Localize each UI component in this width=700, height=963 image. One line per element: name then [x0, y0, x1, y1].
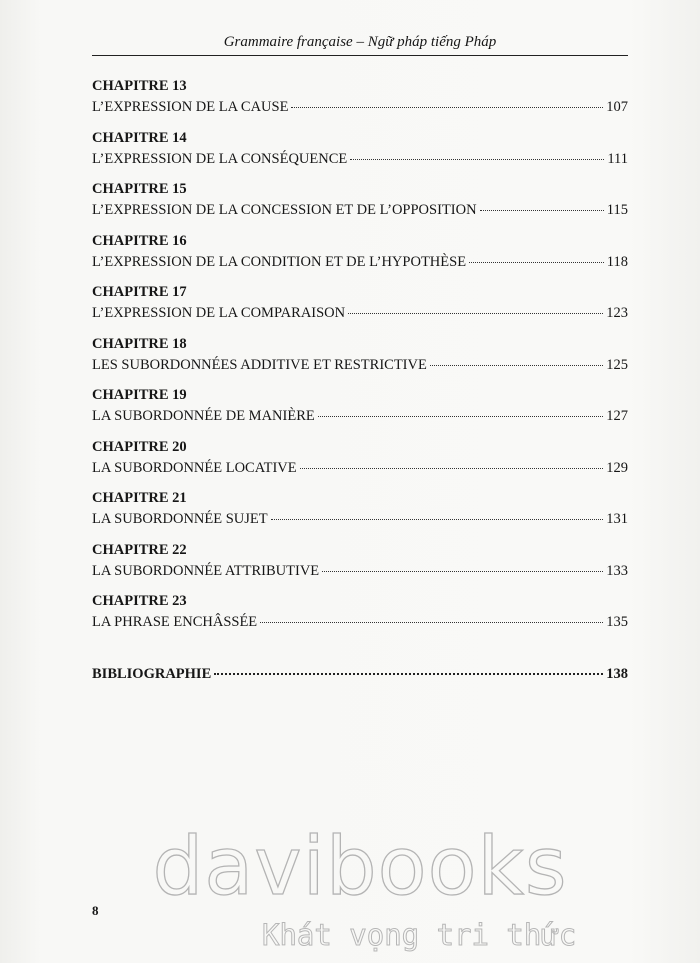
chapter-page-number: 131 — [606, 511, 628, 527]
chapter-label: CHAPITRE 15 — [92, 181, 187, 197]
dot-leader — [291, 107, 603, 108]
toc-chapter — [92, 592, 628, 644]
header-rule — [92, 55, 628, 56]
toc-entry[interactable] — [92, 98, 628, 116]
toc-entry[interactable] — [92, 459, 628, 477]
chapter-page-number: 133 — [606, 562, 628, 579]
chapter-title: L’EXPRESSION DE LA COMPARAISON — [92, 305, 346, 321]
toc-entry[interactable] — [92, 562, 628, 580]
chapter-page-number: 129 — [606, 459, 628, 476]
chapter-label: CHAPITRE 19 — [92, 387, 187, 403]
chapter-title: L’EXPRESSION DE LA CONCESSION ET DE L’OPPOSITION — [92, 202, 477, 218]
chapter-page-number: 127 — [606, 408, 628, 424]
toc-chapter — [92, 77, 628, 129]
bibliography-title: BIBLIOGRAPHIE — [92, 665, 212, 682]
running-header: Grammaire française – Ngữ pháp tiếng Pháp — [223, 34, 497, 50]
chapter-page-number: 115 — [606, 202, 628, 218]
chapter-label: CHAPITRE 23 — [92, 593, 187, 609]
chapter-title: L’EXPRESSION DE LA CONDITION ET DE L’HYPOTHÈSE — [92, 253, 467, 270]
bibliography-entry[interactable] — [92, 665, 628, 683]
page-number: 8 — [92, 903, 99, 918]
dot-leader — [214, 673, 603, 675]
toc-chapter — [92, 438, 628, 490]
chapter-label: CHAPITRE 16 — [92, 232, 187, 249]
toc-entry[interactable] — [92, 356, 628, 374]
chapter-label: CHAPITRE 14 — [92, 129, 187, 146]
chapter-label: CHAPITRE 18 — [92, 335, 187, 352]
dot-leader — [260, 622, 603, 623]
chapter-page-number: 123 — [606, 305, 628, 321]
dot-leader — [322, 571, 603, 572]
chapter-title: L’EXPRESSION DE LA CONSÉQUENCE — [92, 150, 348, 167]
toc-chapter — [92, 232, 628, 284]
dot-leader — [480, 210, 604, 211]
dot-leader — [271, 519, 604, 520]
watermark-brand: davibooks — [152, 820, 568, 913]
chapter-page-number: 125 — [606, 356, 628, 373]
toc-entry[interactable] — [92, 407, 628, 425]
chapter-label: CHAPITRE 20 — [92, 438, 187, 455]
chapter-page-number: 135 — [606, 614, 628, 630]
toc-chapter — [92, 283, 628, 335]
dot-leader — [348, 313, 603, 314]
bibliography-page-number: 138 — [606, 665, 628, 682]
chapter-title: LA SUBORDONNÉE ATTRIBUTIVE — [92, 562, 320, 579]
toc-chapter — [92, 489, 628, 541]
chapter-title: LES SUBORDONNÉES ADDITIVE ET RESTRICTIVE — [92, 356, 427, 373]
toc-entry[interactable] — [92, 510, 628, 528]
toc-entry[interactable] — [92, 201, 628, 219]
chapter-title: LA SUBORDONNÉE SUJET — [92, 511, 268, 527]
chapter-list — [92, 77, 628, 644]
chapter-label: CHAPITRE 22 — [92, 541, 187, 558]
dot-leader — [318, 416, 604, 417]
dot-leader — [469, 262, 604, 263]
chapter-label: CHAPITRE 21 — [92, 490, 187, 506]
dot-leader — [350, 159, 604, 160]
toc-chapter — [92, 180, 628, 232]
toc-chapter — [92, 335, 628, 387]
toc-entry[interactable] — [92, 613, 628, 631]
chapter-title: LA PHRASE ENCHÂSSÉE — [92, 614, 258, 630]
toc-entry[interactable] — [92, 150, 628, 168]
toc-entry[interactable] — [92, 304, 628, 322]
chapter-label: CHAPITRE 17 — [92, 284, 187, 300]
dot-leader — [300, 468, 604, 469]
chapter-label: CHAPITRE 13 — [92, 78, 187, 94]
chapter-title: LA SUBORDONNÉE DE MANIÈRE — [92, 408, 315, 424]
chapter-title: L’EXPRESSION DE LA CAUSE — [92, 99, 289, 115]
chapter-page-number: 111 — [607, 150, 628, 167]
toc-chapter — [92, 129, 628, 181]
watermark-slogan: Khát vọng tri thức — [262, 918, 577, 952]
toc-entry[interactable] — [92, 253, 628, 271]
watermark-logo — [150, 822, 570, 912]
chapter-title: LA SUBORDONNÉE LOCATIVE — [92, 459, 297, 476]
chapter-page-number: 118 — [606, 253, 628, 270]
toc-chapter — [92, 541, 628, 593]
dot-leader — [430, 365, 603, 366]
chapter-page-number: 107 — [606, 99, 628, 115]
toc-chapter — [92, 386, 628, 438]
table-of-contents — [92, 77, 628, 683]
